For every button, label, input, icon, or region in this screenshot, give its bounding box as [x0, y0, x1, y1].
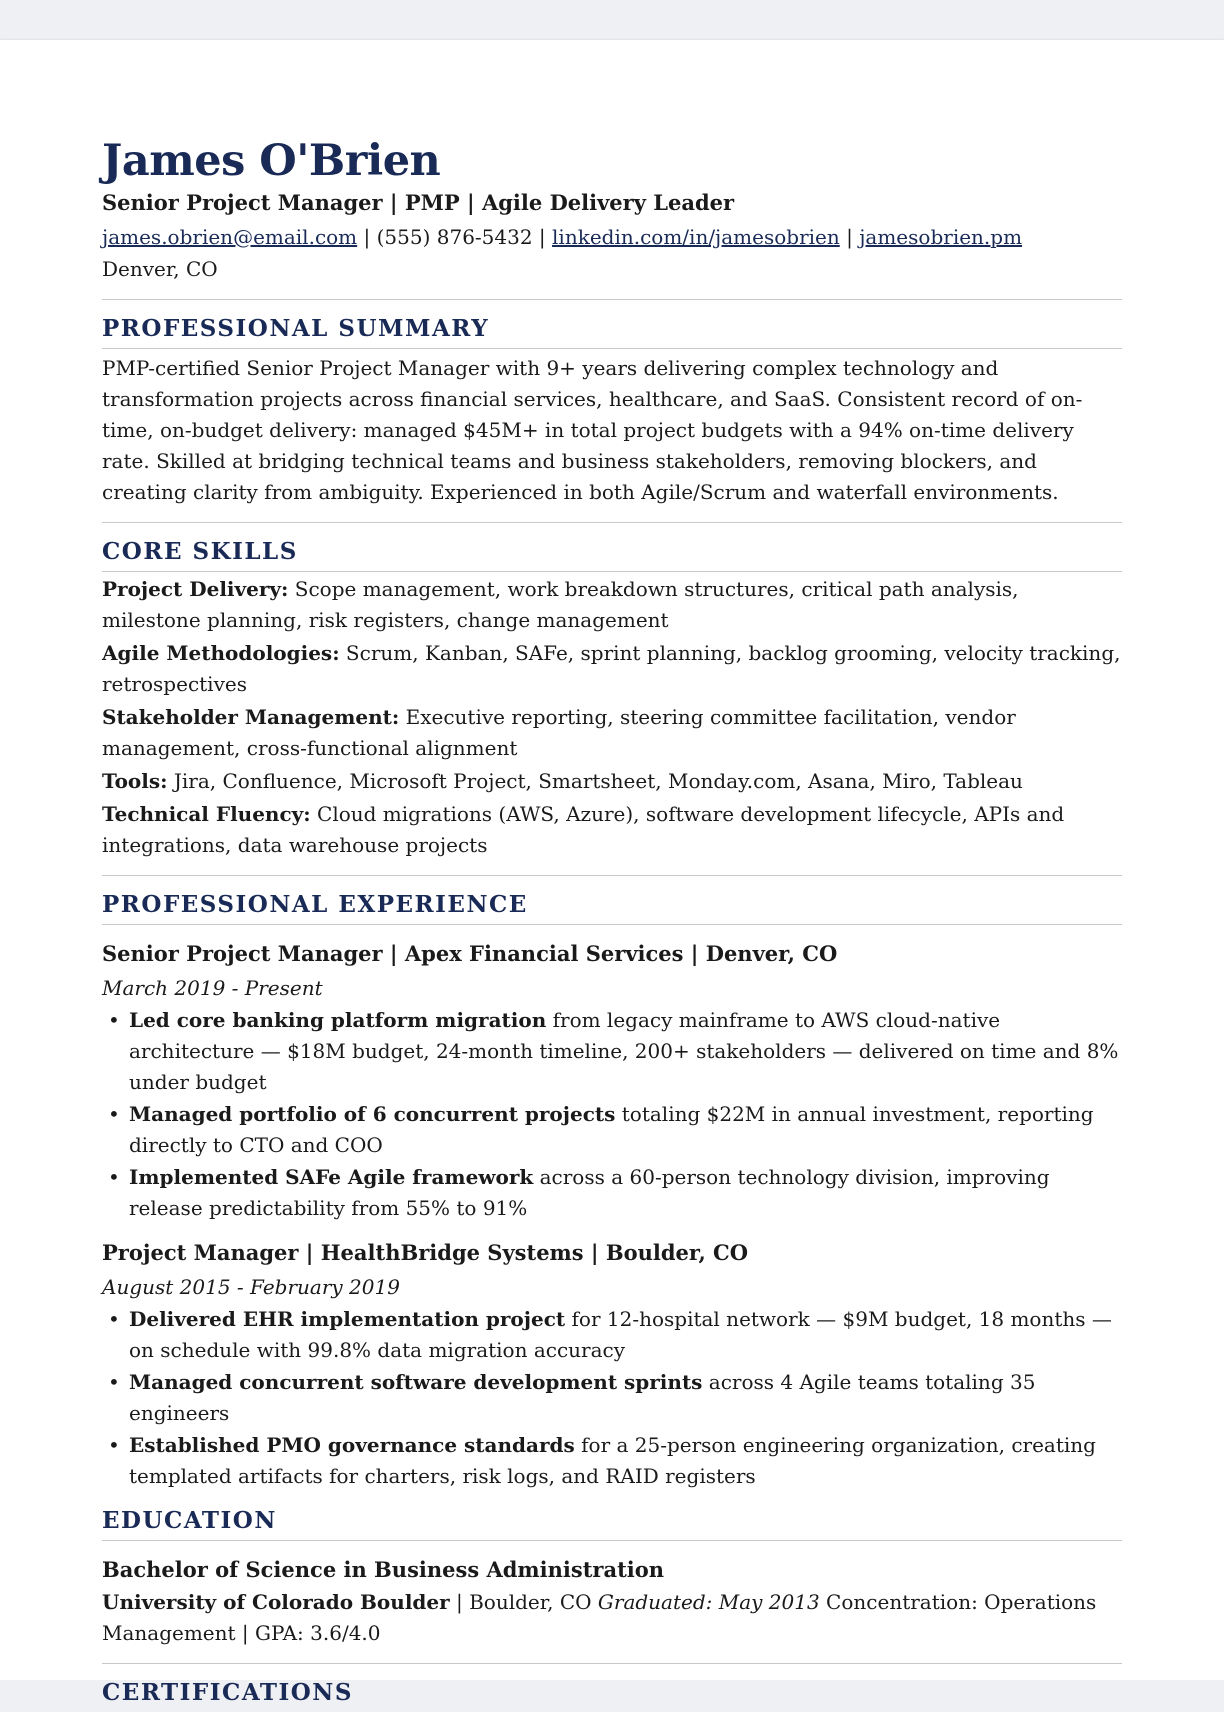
bullet-text: for 12-hospital network — $9M budget, 18 months — on schedule with 99.8% data migration accuracy — [129, 1307, 1112, 1362]
skill-text: Cloud migrations (AWS, Azure), software development lifecycle, APIs and integrations, data warehouse projects — [102, 802, 1065, 857]
skill-item — [102, 638, 1122, 700]
linkedin-link[interactable]: linkedin.com/in/jamesobrien — [552, 225, 840, 249]
job-bullet — [102, 1430, 1122, 1492]
bullet-text: totaling $22M in annual investment, reporting directly to CTO and COO — [129, 1102, 1094, 1157]
education-location: | Boulder, CO — [449, 1590, 598, 1614]
job-bullet — [102, 1005, 1122, 1098]
skill-text: Executive reporting, steering committee facilitation, vendor management, cross-functional alignment — [102, 705, 1016, 760]
section-divider — [102, 875, 1122, 876]
section-title-certifications: CERTIFICATIONS — [102, 1679, 353, 1706]
bullet-highlight: Delivered EHR implementation project — [129, 1307, 566, 1331]
section-divider — [102, 299, 1122, 300]
bullet-highlight: Led core banking platform migration — [129, 1008, 547, 1032]
skill-text: Jira, Confluence, Microsoft Project, Smartsheet, Monday.com, Asana, Miro, Tableau — [167, 769, 1023, 793]
education-degree: Bachelor of Science in Business Administration — [102, 1557, 665, 1582]
job-bullet — [102, 1367, 1122, 1429]
phone-number: (555) 876-5432 — [376, 225, 533, 249]
section-divider — [102, 1663, 1122, 1664]
bullet-text: across 4 Agile teams totaling 35 engineers — [129, 1370, 1036, 1425]
summary-text: PMP-certified Senior Project Manager with 9+ years delivering complex technology and transformation projects across financial services, healthcare, and SaaS. Consistent record of on-time, on-budget delivery: managed $45M+ in total project budgets with a 94% on-time delivery rate. Skilled at bridging technical teams and business stakeholders, removing blockers, and creating clarity from ambiguity. Experienced in both Agile/Scrum and waterfall environments. — [102, 356, 1083, 504]
bullet-text: for a 25-person engineering organization, creating templated artifacts for charters, risk logs, and RAID registers — [129, 1433, 1096, 1488]
job-bullets — [102, 1304, 1122, 1492]
skill-label: Project Delivery: — [102, 577, 289, 601]
bullet-highlight: Implemented SAFe Agile framework — [129, 1165, 534, 1189]
skill-item — [102, 766, 1122, 797]
education-extra: Concentration: Operations Management | GPA: 3.6/4.0 — [102, 1590, 1097, 1645]
bullet-text: from legacy mainframe to AWS cloud-native architecture — $18M budget, 24-month timeline, 200+ stakeholders — delivered on time and 8% under budget — [129, 1008, 1119, 1094]
job-bullet — [102, 1162, 1122, 1224]
contact-separator: | — [357, 225, 377, 249]
skill-label: Stakeholder Management: — [102, 705, 400, 729]
section-title-education: EDUCATION — [102, 1506, 1122, 1541]
resume-content — [102, 136, 1122, 1712]
candidate-name: James O'Brien — [102, 136, 441, 186]
education-details — [102, 1587, 1122, 1649]
skill-label: Technical Fluency: — [102, 802, 311, 826]
bullet-highlight: Managed concurrent software development sprints — [129, 1370, 703, 1394]
job-bullet — [102, 1304, 1122, 1366]
skill-item — [102, 702, 1122, 764]
contact-separator: | — [532, 225, 553, 249]
location: Denver, CO — [102, 257, 218, 281]
job-dates: March 2019 - Present — [102, 976, 323, 1000]
skill-item — [102, 574, 1122, 636]
skill-text: Scope management, work breakdown structures, critical path analysis, milestone planning, risk registers, change management — [102, 577, 1019, 632]
resume-page — [0, 40, 1224, 1706]
education-school: University of Colorado Boulder — [102, 1590, 450, 1614]
job-dates: August 2015 - February 2019 — [102, 1275, 400, 1299]
candidate-headline: Senior Project Manager | PMP | Agile Delivery Leader — [102, 190, 735, 215]
job-title: Project Manager | HealthBridge Systems | Boulder, CO — [102, 1240, 749, 1265]
bullet-highlight: Managed portfolio of 6 concurrent projects — [129, 1102, 616, 1126]
skill-label: Agile Methodologies: — [102, 641, 340, 665]
section-title-experience: PROFESSIONAL EXPERIENCE — [102, 890, 1122, 925]
section-title-skills: CORE SKILLS — [102, 537, 1122, 572]
contact-separator: | — [839, 225, 860, 249]
email-link[interactable]: james.obrien@email.com — [102, 225, 358, 249]
website-link[interactable]: jamesobrien.pm — [859, 225, 1023, 249]
section-divider — [102, 522, 1122, 523]
skill-text: Scrum, Kanban, SAFe, sprint planning, backlog grooming, velocity tracking, retrospectives — [102, 641, 1121, 696]
contact-line — [102, 221, 1122, 285]
education-graduated: Graduated: May 2013 — [597, 1590, 820, 1614]
section-title-summary: PROFESSIONAL SUMMARY — [102, 314, 1122, 349]
skill-item — [102, 799, 1122, 861]
bullet-text: across a 60-person technology division, improving release predictability from 55% to 91% — [129, 1165, 1050, 1220]
job-title: Senior Project Manager | Apex Financial Services | Denver, CO — [102, 941, 838, 966]
skill-label: Tools: — [102, 769, 168, 793]
bullet-highlight: Established PMO governance standards — [129, 1433, 575, 1457]
job-bullet — [102, 1099, 1122, 1161]
job-bullets — [102, 1005, 1122, 1224]
